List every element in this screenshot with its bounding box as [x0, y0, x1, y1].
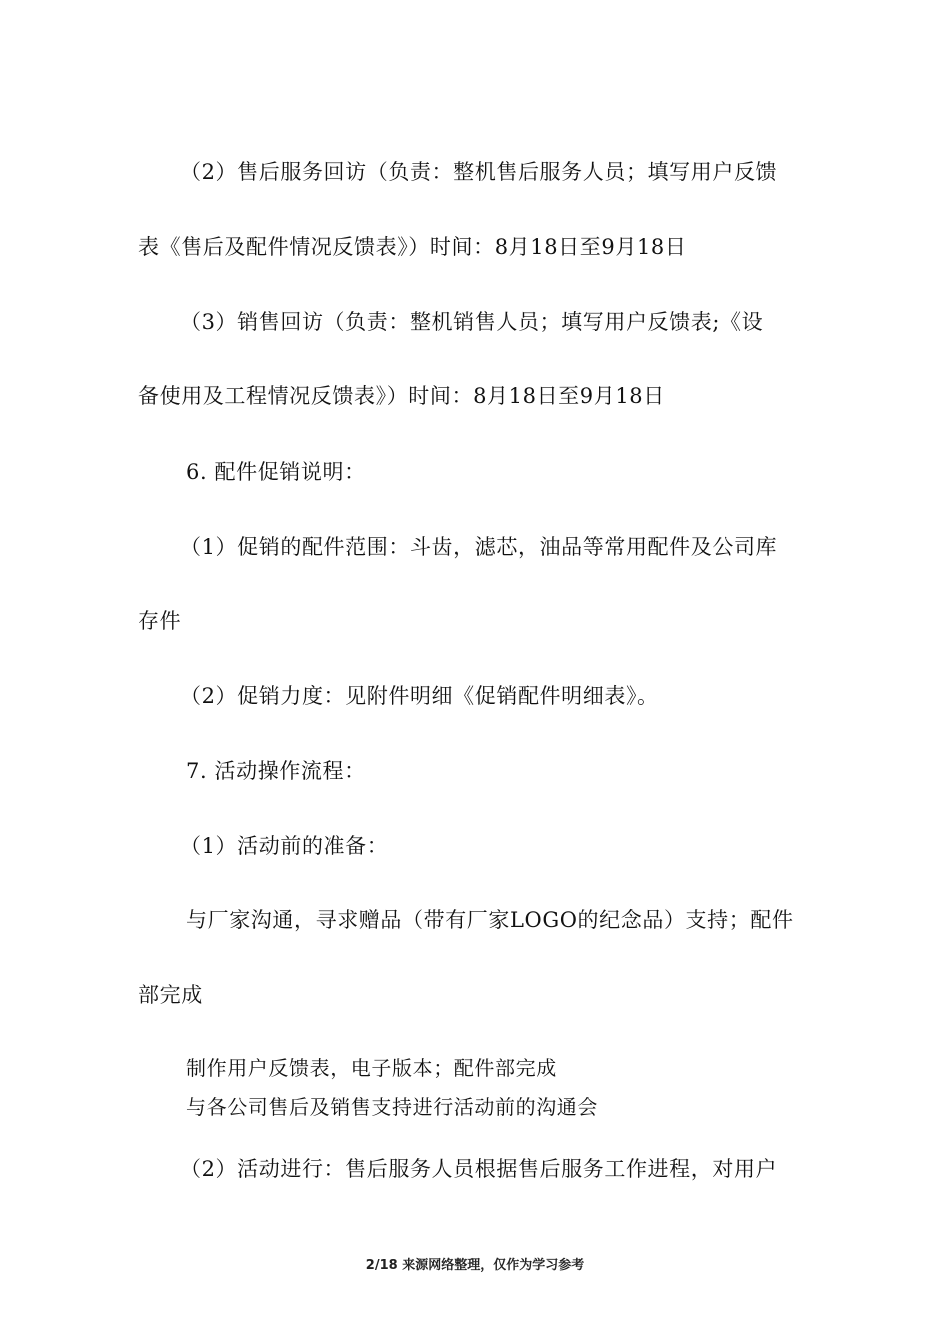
paragraph-line: （1）促销的配件范围：斗齿，滤芯，油品等常用配件及公司库 — [180, 535, 778, 559]
paragraph-line: 与各公司售后及销售支持进行活动前的沟通会 — [186, 1095, 598, 1119]
paragraph-line: （1）活动前的准备： — [180, 834, 389, 858]
paragraph-line: （2）活动进行：售后服务人员根据售后服务工作进程，对用户 — [180, 1157, 778, 1181]
paragraph-line: （3）销售回访（负责：整机销售人员；填写用户反馈表;《设 — [180, 310, 764, 334]
paragraph-line: 部完成 — [138, 983, 203, 1007]
paragraph-line: （2）售后服务回访（负责：整机售后服务人员；填写用户反馈 — [180, 160, 778, 184]
paragraph-line: 与厂家沟通，寻求赠品（带有厂家LOGO的纪念品）支持；配件 — [186, 908, 794, 932]
paragraph-line: （2）促销力度：见附件明细《促销配件明细表》。 — [180, 684, 659, 708]
section-heading: 7. 活动操作流程： — [186, 759, 366, 783]
paragraph-line: 制作用户反馈表，电子版本；配件部完成 — [186, 1056, 557, 1080]
paragraph-line: 备使用及工程情况反馈表》）时间：8月18日至9月18日 — [138, 384, 665, 408]
section-heading: 6. 配件促销说明： — [186, 460, 366, 484]
page-footer: 2/18 来源网络整理，仅作为学习参考 — [365, 1258, 585, 1273]
paragraph-line: 存件 — [138, 609, 182, 633]
paragraph-line: 表《售后及配件情况反馈表》）时间：8月18日至9月18日 — [138, 235, 687, 259]
